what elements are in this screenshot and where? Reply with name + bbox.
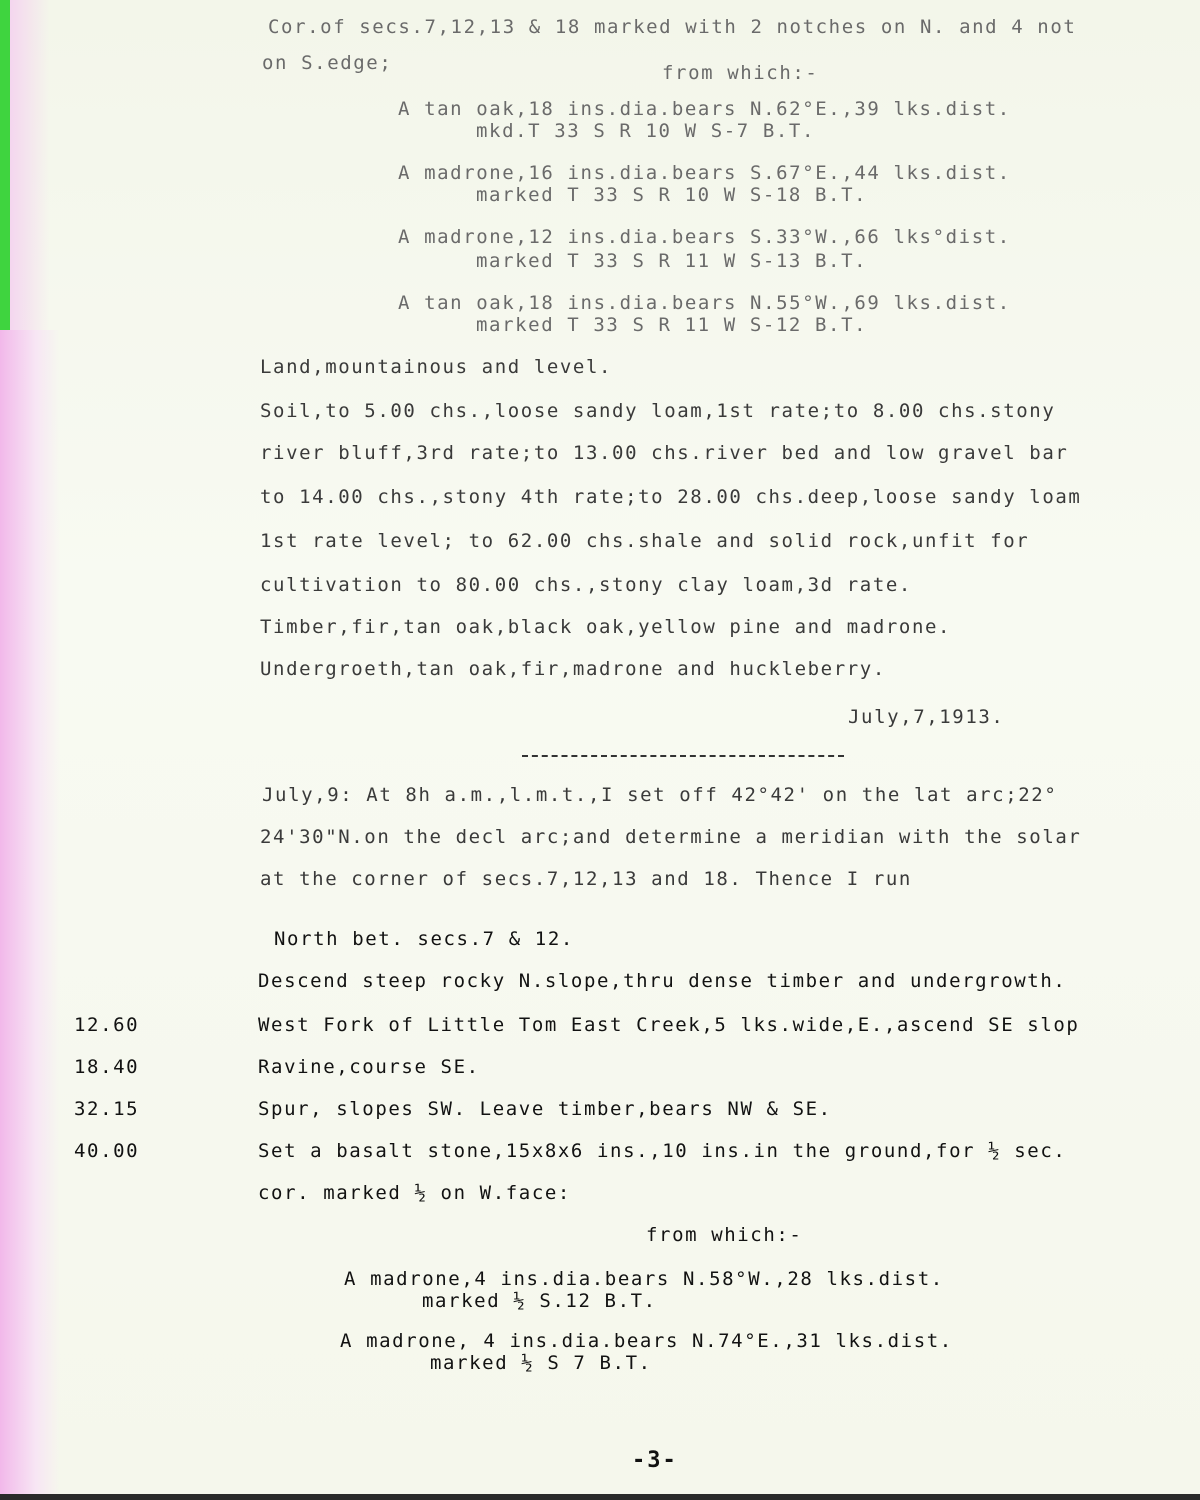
corner-description-line-2: on S.edge; xyxy=(262,52,393,74)
soil-line-5: cultivation to 80.00 chs.,stony clay loam,3d rate. xyxy=(260,574,912,596)
soil-line-2: river bluff,3rd rate;to 13.00 chs.river bed and low gravel bar xyxy=(260,442,1069,464)
bearing-tree-6-mark: marked ½ S 7 B.T. xyxy=(430,1352,652,1374)
soil-line-1: Soil,to 5.00 chs.,loose sandy loam,1st rate;to 8.00 chs.stony xyxy=(260,400,1056,422)
bearing-tree-3-mark: marked T 33 S R 11 W S-13 B.T. xyxy=(476,250,868,272)
distance-4: 40.00 xyxy=(74,1140,140,1162)
soil-line-3: to 14.00 chs.,stony 4th rate;to 28.00 chs.deep,loose sandy loam xyxy=(260,486,1082,508)
scan-edge-green xyxy=(0,0,10,330)
note-distance-2: Ravine,course SE. xyxy=(258,1056,480,1078)
bearing-tree-5-mark: marked ½ S.12 B.T. xyxy=(422,1290,657,1312)
timber-description: Timber,fir,tan oak,black oak,yellow pine and madrone. xyxy=(260,616,952,638)
bearing-tree-4: A tan oak,18 ins.dia.bears N.55°W.,69 lks.dist. xyxy=(398,292,1011,314)
corner-description-line-1: Cor.of secs.7,12,13 & 18 marked with 2 notches on N. and 4 not xyxy=(268,16,1077,38)
bearing-tree-1: A tan oak,18 ins.dia.bears N.62°E.,39 lks.dist. xyxy=(398,98,1011,120)
note-distance-4: Set a basalt stone,15x8x6 ins.,10 ins.in the ground,for ½ sec. xyxy=(258,1140,1067,1162)
observation-line-2: 24'30"N.on the decl arc;and determine a meridian with the solar xyxy=(260,826,1082,848)
note-distance-1: West Fork of Little Tom East Creek,5 lks.wide,E.,ascend SE slop xyxy=(258,1014,1080,1036)
bearing-tree-6: A madrone, 4 ins.dia.bears N.74°E.,31 lks.dist. xyxy=(340,1330,953,1352)
bearing-tree-4-mark: marked T 33 S R 11 W S-12 B.T. xyxy=(476,314,868,336)
page-number: -3- xyxy=(632,1448,678,1473)
distance-2: 18.40 xyxy=(74,1056,140,1078)
distance-3: 32.15 xyxy=(74,1098,140,1120)
scan-edge-tint xyxy=(0,330,60,1500)
observation-line-3: at the corner of secs.7,12,13 and 18. Thence I run xyxy=(260,868,912,890)
soil-line-4: 1st rate level; to 62.00 chs.shale and solid rock,unfit for xyxy=(260,530,1030,552)
course-heading: North bet. secs.7 & 12. xyxy=(274,928,574,950)
corner-mark-note: cor. marked ½ on W.face: xyxy=(258,1182,571,1204)
distance-1: 12.60 xyxy=(74,1014,140,1036)
undergrowth-description: Undergroeth,tan oak,fir,madrone and huckleberry. xyxy=(260,658,886,680)
from-which-heading-2: from which:- xyxy=(646,1224,803,1246)
land-description: Land,mountainous and level. xyxy=(260,356,613,378)
bearing-tree-3: A madrone,12 ins.dia.bears S.33°W.,66 lks°dist. xyxy=(398,226,1011,248)
observation-line-1: July,9: At 8h a.m.,l.m.t.,I set off 42°42' on the lat arc;22° xyxy=(262,784,1058,806)
scan-edge-tint-top xyxy=(10,0,50,330)
course-description: Descend steep rocky N.slope,thru dense timber and undergrowth. xyxy=(258,970,1067,992)
from-which-heading-1: from which:- xyxy=(662,62,819,84)
section-divider xyxy=(522,755,844,757)
entry-date: July,7,1913. xyxy=(848,706,1005,728)
scan-bottom-edge xyxy=(0,1494,1200,1500)
bearing-tree-2-mark: marked T 33 S R 10 W S-18 B.T. xyxy=(476,184,868,206)
bearing-tree-5: A madrone,4 ins.dia.bears N.58°W.,28 lks.dist. xyxy=(344,1268,944,1290)
note-distance-3: Spur, slopes SW. Leave timber,bears NW & SE. xyxy=(258,1098,832,1120)
bearing-tree-1-mark: mkd.T 33 S R 10 W S-7 B.T. xyxy=(476,120,816,142)
bearing-tree-2: A madrone,16 ins.dia.bears S.67°E.,44 lks.dist. xyxy=(398,162,1011,184)
